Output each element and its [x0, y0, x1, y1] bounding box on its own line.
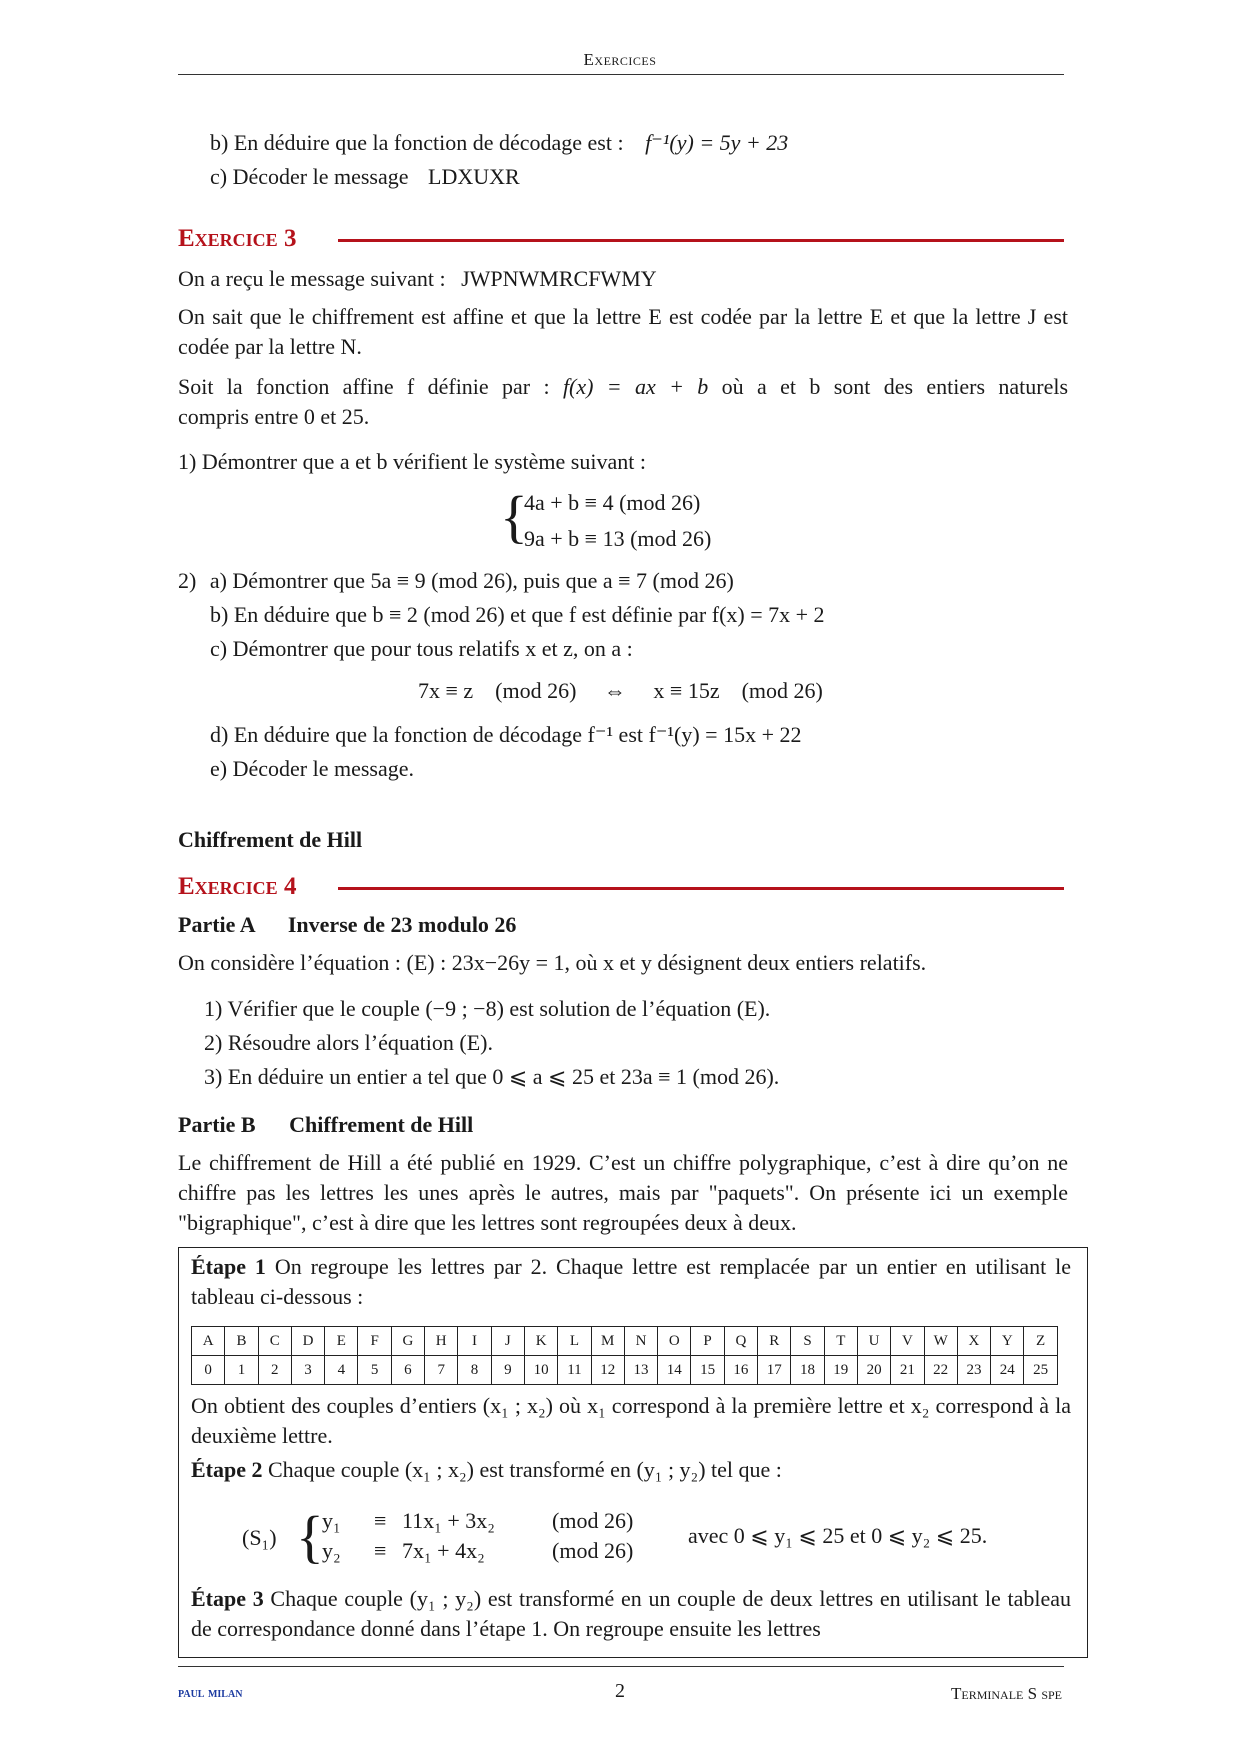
table-cell-number: 2 [258, 1356, 291, 1385]
s1-row-2-rhs: 7x₁ + 4x₂ [402, 1538, 485, 1563]
item-label: c) [210, 164, 228, 189]
footer-rule [178, 1666, 1064, 1667]
equation-intro: On considère l’équation : (E) : 23x−26y = 1, où x et y désignent deux entiers relatifs. [178, 950, 927, 975]
ex3-q2b [210, 600, 825, 630]
item-text: Résoudre alors l’équation (E). [227, 1030, 493, 1055]
partA-heading [178, 910, 516, 940]
s1-row-1-mod: (mod 26) [552, 1508, 634, 1533]
ex3-q2d [210, 720, 802, 750]
ex3-para1: On sait que le chiffrement est affine et que la lettre E est codée par la lettre E et que la lettre J est codée par la lettre N. [178, 304, 1068, 359]
para2-start: Soit la fonction affine f définie par : [178, 374, 550, 399]
table-cell-letter: F [358, 1327, 391, 1356]
table-cell-letter: U [857, 1327, 890, 1356]
item-text: En déduire un entier a tel que 0 ⩽ a ⩽ 25 et 23a ≡ 1 (mod 26). [227, 1064, 780, 1089]
table-cell-letter: Q [724, 1327, 757, 1356]
step-label: Étape 2 [191, 1457, 263, 1482]
partA-q3 [204, 1062, 779, 1092]
table-cell-number: 25 [1024, 1356, 1057, 1385]
item-label: 2) [178, 568, 197, 593]
table-cell-number: 9 [491, 1356, 524, 1385]
item-text: Démontrer que a et b vérifient le système suivant : [201, 449, 646, 474]
table-cell-letter: I [458, 1327, 491, 1356]
sub-label: b) [210, 602, 229, 627]
numbers-row [192, 1356, 1058, 1385]
s1-row-1-eq: ≡ [374, 1508, 387, 1533]
ex3-q1 [178, 447, 646, 477]
partA-q1 [204, 994, 770, 1024]
table-cell-number: 13 [624, 1356, 657, 1385]
table-cell-number: 21 [891, 1356, 924, 1385]
item-text: En déduire que la fonction de décodage f⁻¹ est f⁻¹(y) = 15x + 22 [233, 722, 802, 747]
item-label: 3) [204, 1064, 223, 1089]
item-label: b) [210, 130, 229, 155]
s1-row-2-lhs: y₂ [322, 1538, 341, 1563]
table-cell-number: 14 [658, 1356, 691, 1385]
part-label: Partie B [178, 1112, 256, 1137]
hill-paragraph: Le chiffrement de Hill a été publié en 1929. C’est un chiffre polygraphique, c’est à dire qu’on ne chiffre pas les lettres les unes après le autres, mais par "paquets". On présente ici un exemple "bigraphique", c’est à dire que les lettres sont regroupées deux à deux. [178, 1150, 1068, 1235]
table-cell-number: 22 [924, 1356, 957, 1385]
item-text: Démontrer que pour tous relatifs x et z, on a : [232, 636, 633, 661]
table-cell-letter: R [758, 1327, 791, 1356]
letters-row [192, 1327, 1058, 1356]
table-cell-number: 23 [957, 1356, 990, 1385]
ex3-q2e [210, 754, 414, 784]
intro-text: On a reçu le message suivant : [178, 266, 446, 291]
table-cell-number: 18 [791, 1356, 824, 1385]
step-text: Chaque couple (x₁ ; x₂) est transformé en (y₁ ; y₂) tel que : [268, 1457, 782, 1482]
step1 [191, 1252, 1071, 1312]
s1-row-2-eq: ≡ [374, 1538, 387, 1563]
decoding-formula: f⁻¹(y) = 5y + 23 [645, 130, 789, 155]
item-text: Décoder le message [232, 164, 409, 189]
table-cell-letter: J [491, 1327, 524, 1356]
section-heading: Chiffrement de Hill [178, 827, 363, 852]
table-cell-number: 6 [391, 1356, 424, 1385]
equivalence: 7x ≡ z (mod 26) ⇔ x ≡ 15z (mod 26) [418, 678, 823, 703]
ex3-para2-cont: compris entre 0 et 25. [178, 404, 370, 429]
table-cell-letter: Y [991, 1327, 1024, 1356]
table-cell-letter: E [325, 1327, 358, 1356]
table-cell-number: 12 [591, 1356, 624, 1385]
table-cell-number: 4 [325, 1356, 358, 1385]
table-cell-number: 0 [192, 1356, 225, 1385]
table-cell-letter: G [391, 1327, 424, 1356]
item-label: 2) [204, 1030, 223, 1055]
table-cell-letter: C [258, 1327, 291, 1356]
affine-formula: f(x) = ax + b [562, 374, 709, 399]
ex3-q2c [210, 634, 633, 664]
footer-course: Terminale S spe [950, 1684, 1062, 1703]
table-cell-letter: P [691, 1327, 724, 1356]
table-cell-letter: A [192, 1327, 225, 1356]
item-text: En déduire que b ≡ 2 (mod 26) et que f est définie par f(x) = 7x + 2 [233, 602, 825, 627]
table-cell-number: 7 [425, 1356, 458, 1385]
table-cell-letter: Z [1024, 1327, 1057, 1356]
couples-text: On obtient des couples d’entiers (x₁ ; x₂) où x₁ correspond à la première lettre et x₂ correspond à la deuxième lettre. [191, 1393, 1071, 1448]
table-cell-letter: L [558, 1327, 591, 1356]
sub-label: d) [210, 722, 229, 747]
step-label: Étape 1 [191, 1254, 266, 1279]
coded-message: LDXUXR [428, 164, 520, 189]
table-cell-letter: N [624, 1327, 657, 1356]
step-text: Chaque couple (y₁ ; y₂) est transformé en un couple de deux lettres en utilisant le tableau de correspondance donné dans l’étape 1. On regroupe ensuite les lettres [191, 1586, 1072, 1641]
table-cell-number: 20 [857, 1356, 890, 1385]
part-title: Chiffrement de Hill [289, 1112, 474, 1137]
item-text: Démontrer que 5a ≡ 9 (mod 26), puis que a ≡ 7 (mod 26) [232, 568, 734, 593]
sub-label: e) [210, 756, 228, 781]
para2-end: où a et b sont des entiers naturels [721, 374, 1069, 399]
partB-heading [178, 1110, 473, 1140]
table-cell-letter: V [891, 1327, 924, 1356]
step-label: Étape 3 [191, 1586, 264, 1611]
table-cell-letter: W [924, 1327, 957, 1356]
footer-author: paul milan [178, 1686, 243, 1701]
received-message: JWPNWMRCFWMY [461, 266, 657, 291]
table-cell-number: 1 [225, 1356, 258, 1385]
ex2-item-b [210, 128, 788, 158]
s1-row-1-lhs: y₁ [322, 1508, 341, 1533]
s1-label: (S₁) [242, 1525, 277, 1550]
s1-row-2-mod: (mod 26) [552, 1538, 634, 1563]
step2 [191, 1455, 782, 1485]
ex3-q2a [178, 566, 734, 596]
table-cell-letter: K [524, 1327, 557, 1356]
s1-brace: { [296, 1504, 324, 1569]
header-rule [178, 74, 1064, 75]
ex3-para2 [178, 372, 1068, 402]
item-label: 1) [204, 996, 223, 1021]
ex3-intro [178, 264, 657, 294]
running-header: Exercices [583, 50, 657, 69]
part-title: Inverse de 23 modulo 26 [287, 912, 517, 937]
table-cell-letter: H [425, 1327, 458, 1356]
exercise-3-rule [338, 239, 1064, 242]
item-text: Vérifier que le couple (−9 ; −8) est solution de l’équation (E). [227, 996, 771, 1021]
item-text: Décoder le message. [232, 756, 415, 781]
system-line-2: 9a + b ≡ 13 (mod 26) [524, 526, 712, 551]
correspondence-table [191, 1326, 1058, 1385]
table-cell-letter: X [957, 1327, 990, 1356]
table-cell-number: 5 [358, 1356, 391, 1385]
system-brace: { [500, 484, 528, 549]
table-cell-number: 17 [758, 1356, 791, 1385]
table-cell-number: 19 [824, 1356, 857, 1385]
step-text: On regroupe les lettres par 2. Chaque lettre est remplacée par un entier en utilisant le tableau ci-dessous : [191, 1254, 1072, 1309]
table-cell-number: 3 [291, 1356, 324, 1385]
step3 [191, 1584, 1071, 1644]
table-cell-letter: M [591, 1327, 624, 1356]
table-cell-number: 11 [558, 1356, 591, 1385]
table-cell-number: 16 [724, 1356, 757, 1385]
table-cell-number: 24 [991, 1356, 1024, 1385]
table-cell-number: 8 [458, 1356, 491, 1385]
sub-label: a) [209, 568, 227, 593]
part-label: Partie A [178, 912, 255, 937]
exercise-4-title: Exercice 4 [178, 873, 297, 900]
table-cell-letter: O [658, 1327, 691, 1356]
table-cell-number: 10 [524, 1356, 557, 1385]
table-cell-letter: D [291, 1327, 324, 1356]
ex2-item-c [210, 162, 520, 192]
item-label: 1) [178, 449, 197, 474]
table-cell-letter: S [791, 1327, 824, 1356]
exercise-4-rule [338, 887, 1064, 890]
table-cell-letter: T [824, 1327, 857, 1356]
table-cell-number: 15 [691, 1356, 724, 1385]
page-number: 2 [615, 1680, 625, 1702]
s1-row-1-rhs: 11x₁ + 3x₂ [402, 1508, 495, 1533]
system-line-1: 4a + b ≡ 4 (mod 26) [524, 490, 701, 515]
table-cell-letter: B [225, 1327, 258, 1356]
exercise-3-title: Exercice 3 [178, 225, 297, 252]
partA-q2 [204, 1028, 493, 1058]
item-text: En déduire que la fonction de décodage est : [233, 130, 624, 155]
sub-label: c) [210, 636, 228, 661]
s1-condition: avec 0 ⩽ y₁ ⩽ 25 et 0 ⩽ y₂ ⩽ 25. [688, 1523, 988, 1548]
